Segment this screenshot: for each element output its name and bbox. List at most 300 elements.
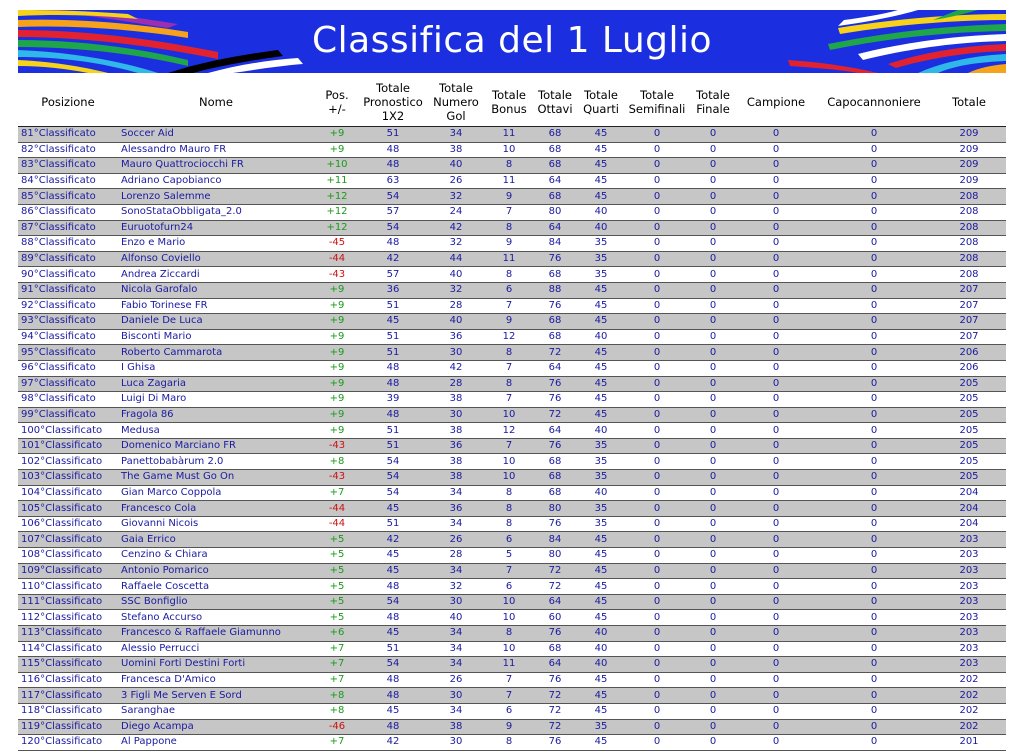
cell-numero-gol: 38 <box>426 454 486 470</box>
cell-quarti: 45 <box>578 189 624 205</box>
cell-pos-change: +7 <box>314 735 360 751</box>
cell-capocannoniere: 0 <box>816 127 932 143</box>
cell-numero-gol: 26 <box>426 173 486 189</box>
cell-quarti: 45 <box>578 688 624 704</box>
cell-capocannoniere: 0 <box>816 719 932 735</box>
cell-campione: 0 <box>736 345 816 361</box>
cell-quarti: 40 <box>578 657 624 673</box>
cell-totale: 208 <box>932 204 1006 220</box>
cell-totale: 209 <box>932 173 1006 189</box>
cell-bonus: 12 <box>486 329 532 345</box>
cell-capocannoniere: 0 <box>816 158 932 174</box>
cell-name: Francesco & Raffaele Giamunno <box>118 626 314 642</box>
cell-semifinali: 0 <box>624 376 690 392</box>
cell-name: Luigi Di Maro <box>118 392 314 408</box>
cell-semifinali: 0 <box>624 438 690 454</box>
cell-finale: 0 <box>690 173 736 189</box>
cell-name: Andrea Ziccardi <box>118 267 314 283</box>
cell-pos-change: +7 <box>314 485 360 501</box>
cell-pronostico: 48 <box>360 376 426 392</box>
cell-totale: 205 <box>932 392 1006 408</box>
cell-pos-change: -44 <box>314 516 360 532</box>
cell-pronostico: 48 <box>360 158 426 174</box>
cell-numero-gol: 38 <box>426 470 486 486</box>
cell-semifinali: 0 <box>624 641 690 657</box>
cell-position: 88°Classificato <box>18 236 118 252</box>
cell-semifinali: 0 <box>624 158 690 174</box>
cell-capocannoniere: 0 <box>816 376 932 392</box>
cell-position: 97°Classificato <box>18 376 118 392</box>
cell-campione: 0 <box>736 470 816 486</box>
cell-bonus: 11 <box>486 657 532 673</box>
cell-bonus: 8 <box>486 267 532 283</box>
cell-finale: 0 <box>690 329 736 345</box>
cell-finale: 0 <box>690 470 736 486</box>
cell-semifinali: 0 <box>624 204 690 220</box>
cell-pos-change: +9 <box>314 423 360 439</box>
cell-numero-gol: 36 <box>426 438 486 454</box>
cell-ottavi: 72 <box>532 719 578 735</box>
cell-quarti: 35 <box>578 438 624 454</box>
cell-finale: 0 <box>690 392 736 408</box>
table-row <box>18 719 1006 735</box>
cell-ottavi: 64 <box>532 657 578 673</box>
cell-position: 113°Classificato <box>18 626 118 642</box>
cell-quarti: 45 <box>578 345 624 361</box>
cell-pos-change: +8 <box>314 454 360 470</box>
cell-numero-gol: 40 <box>426 314 486 330</box>
cell-name: Al Pappone <box>118 735 314 751</box>
cell-pronostico: 57 <box>360 204 426 220</box>
cell-semifinali: 0 <box>624 735 690 751</box>
cell-bonus: 11 <box>486 173 532 189</box>
cell-semifinali: 0 <box>624 703 690 719</box>
cell-pronostico: 48 <box>360 719 426 735</box>
cell-semifinali: 0 <box>624 454 690 470</box>
cell-pos-change: -45 <box>314 236 360 252</box>
cell-position: 106°Classificato <box>18 516 118 532</box>
cell-name: Alessandro Mauro FR <box>118 142 314 158</box>
cell-ottavi: 76 <box>532 376 578 392</box>
cell-campione: 0 <box>736 672 816 688</box>
cell-totale: 207 <box>932 314 1006 330</box>
cell-capocannoniere: 0 <box>816 563 932 579</box>
cell-numero-gol: 26 <box>426 672 486 688</box>
cell-semifinali: 0 <box>624 142 690 158</box>
cell-quarti: 40 <box>578 329 624 345</box>
cell-totale: 207 <box>932 282 1006 298</box>
cell-quarti: 35 <box>578 470 624 486</box>
cell-pos-change: +12 <box>314 204 360 220</box>
cell-finale: 0 <box>690 142 736 158</box>
cell-totale: 203 <box>932 548 1006 564</box>
cell-position: 91°Classificato <box>18 282 118 298</box>
cell-campione: 0 <box>736 423 816 439</box>
cell-numero-gol: 30 <box>426 688 486 704</box>
cell-finale: 0 <box>690 485 736 501</box>
cell-ottavi: 68 <box>532 158 578 174</box>
cell-semifinali: 0 <box>624 236 690 252</box>
cell-ottavi: 84 <box>532 532 578 548</box>
cell-name: Enzo e Mario <box>118 236 314 252</box>
header-nome: Nome <box>118 78 314 127</box>
table-row <box>18 298 1006 314</box>
cell-semifinali: 0 <box>624 719 690 735</box>
cell-finale: 0 <box>690 314 736 330</box>
cell-pos-change: +8 <box>314 688 360 704</box>
cell-ottavi: 68 <box>532 142 578 158</box>
cell-finale: 0 <box>690 376 736 392</box>
cell-campione: 0 <box>736 142 816 158</box>
cell-pos-change: +9 <box>314 376 360 392</box>
cell-numero-gol: 40 <box>426 158 486 174</box>
cell-numero-gol: 42 <box>426 360 486 376</box>
cell-name: Nicola Garofalo <box>118 282 314 298</box>
cell-pronostico: 54 <box>360 657 426 673</box>
cell-ottavi: 72 <box>532 688 578 704</box>
cell-numero-gol: 38 <box>426 423 486 439</box>
cell-position: 103°Classificato <box>18 470 118 486</box>
header-posizione: Posizione <box>18 78 118 127</box>
cell-position: 105°Classificato <box>18 501 118 517</box>
cell-campione: 0 <box>736 641 816 657</box>
cell-semifinali: 0 <box>624 314 690 330</box>
cell-finale: 0 <box>690 251 736 267</box>
table-row <box>18 204 1006 220</box>
cell-position: 99°Classificato <box>18 407 118 423</box>
cell-campione: 0 <box>736 688 816 704</box>
cell-name: Panettobabàrum 2.0 <box>118 454 314 470</box>
cell-totale: 203 <box>932 532 1006 548</box>
cell-finale: 0 <box>690 236 736 252</box>
cell-semifinali: 0 <box>624 392 690 408</box>
table-row <box>18 376 1006 392</box>
cell-pos-change: -43 <box>314 470 360 486</box>
cell-name: The Game Must Go On <box>118 470 314 486</box>
cell-pronostico: 45 <box>360 703 426 719</box>
cell-quarti: 45 <box>578 376 624 392</box>
cell-quarti: 45 <box>578 579 624 595</box>
cell-name: Francesco Cola <box>118 501 314 517</box>
cell-capocannoniere: 0 <box>816 610 932 626</box>
cell-capocannoniere: 0 <box>816 329 932 345</box>
cell-numero-gol: 34 <box>426 127 486 143</box>
table-row <box>18 314 1006 330</box>
cell-bonus: 11 <box>486 127 532 143</box>
cell-semifinali: 0 <box>624 548 690 564</box>
cell-position: 96°Classificato <box>18 360 118 376</box>
cell-pos-change: -43 <box>314 438 360 454</box>
cell-name: Bisconti Mario <box>118 329 314 345</box>
cell-quarti: 45 <box>578 407 624 423</box>
cell-capocannoniere: 0 <box>816 189 932 205</box>
cell-bonus: 9 <box>486 236 532 252</box>
cell-totale: 209 <box>932 142 1006 158</box>
cell-numero-gol: 30 <box>426 735 486 751</box>
cell-name: Giovanni Nicois <box>118 516 314 532</box>
cell-totale: 203 <box>932 626 1006 642</box>
cell-semifinali: 0 <box>624 189 690 205</box>
cell-quarti: 45 <box>578 127 624 143</box>
cell-pronostico: 51 <box>360 329 426 345</box>
cell-pronostico: 48 <box>360 610 426 626</box>
cell-position: 95°Classificato <box>18 345 118 361</box>
cell-ottavi: 68 <box>532 454 578 470</box>
cell-position: 81°Classificato <box>18 127 118 143</box>
cell-finale: 0 <box>690 548 736 564</box>
cell-finale: 0 <box>690 360 736 376</box>
cell-pos-change: +9 <box>314 407 360 423</box>
cell-totale: 208 <box>932 267 1006 283</box>
cell-bonus: 9 <box>486 719 532 735</box>
table-row <box>18 423 1006 439</box>
cell-campione: 0 <box>736 501 816 517</box>
cell-bonus: 8 <box>486 376 532 392</box>
cell-totale: 203 <box>932 641 1006 657</box>
cell-position: 108°Classificato <box>18 548 118 564</box>
cell-pos-change: +5 <box>314 563 360 579</box>
cell-pronostico: 48 <box>360 236 426 252</box>
cell-totale: 205 <box>932 438 1006 454</box>
cell-numero-gol: 38 <box>426 719 486 735</box>
header-quarti: Totale Quarti <box>578 78 624 127</box>
cell-ottavi: 72 <box>532 563 578 579</box>
cell-position: 89°Classificato <box>18 251 118 267</box>
cell-pronostico: 51 <box>360 127 426 143</box>
header-capocannoniere: Capocannoniere <box>816 78 932 127</box>
header-finale: Totale Finale <box>690 78 736 127</box>
cell-pos-change: +5 <box>314 594 360 610</box>
cell-semifinali: 0 <box>624 298 690 314</box>
cell-bonus: 10 <box>486 142 532 158</box>
cell-totale: 206 <box>932 345 1006 361</box>
cell-campione: 0 <box>736 173 816 189</box>
cell-totale: 202 <box>932 688 1006 704</box>
table-row <box>18 516 1006 532</box>
cell-ottavi: 76 <box>532 516 578 532</box>
table-row <box>18 610 1006 626</box>
cell-numero-gol: 42 <box>426 220 486 236</box>
cell-campione: 0 <box>736 407 816 423</box>
cell-pos-change: +9 <box>314 127 360 143</box>
cell-quarti: 45 <box>578 158 624 174</box>
cell-capocannoniere: 0 <box>816 267 932 283</box>
cell-numero-gol: 36 <box>426 501 486 517</box>
table-row <box>18 579 1006 595</box>
cell-numero-gol: 44 <box>426 251 486 267</box>
cell-pos-change: +7 <box>314 672 360 688</box>
header-ottavi: Totale Ottavi <box>532 78 578 127</box>
cell-campione: 0 <box>736 532 816 548</box>
cell-position: 102°Classificato <box>18 454 118 470</box>
cell-totale: 207 <box>932 298 1006 314</box>
cell-campione: 0 <box>736 127 816 143</box>
cell-semifinali: 0 <box>624 501 690 517</box>
cell-campione: 0 <box>736 703 816 719</box>
cell-numero-gol: 38 <box>426 142 486 158</box>
cell-pronostico: 51 <box>360 298 426 314</box>
cell-ottavi: 84 <box>532 236 578 252</box>
header-bonus: Totale Bonus <box>486 78 532 127</box>
cell-name: Stefano Accurso <box>118 610 314 626</box>
cell-name: Fragola 86 <box>118 407 314 423</box>
cell-totale: 202 <box>932 703 1006 719</box>
table-row <box>18 485 1006 501</box>
cell-pronostico: 63 <box>360 173 426 189</box>
cell-numero-gol: 34 <box>426 657 486 673</box>
table-row <box>18 657 1006 673</box>
cell-campione: 0 <box>736 657 816 673</box>
cell-name: Gaia Errico <box>118 532 314 548</box>
cell-semifinali: 0 <box>624 282 690 298</box>
cell-semifinali: 0 <box>624 610 690 626</box>
cell-campione: 0 <box>736 267 816 283</box>
cell-semifinali: 0 <box>624 173 690 189</box>
table-row <box>18 672 1006 688</box>
cell-semifinali: 0 <box>624 345 690 361</box>
cell-totale: 208 <box>932 251 1006 267</box>
cell-ottavi: 68 <box>532 485 578 501</box>
cell-name: Mauro Quattrociocchi FR <box>118 158 314 174</box>
cell-semifinali: 0 <box>624 127 690 143</box>
cell-ottavi: 76 <box>532 438 578 454</box>
cell-capocannoniere: 0 <box>816 672 932 688</box>
cell-name: Alfonso Coviello <box>118 251 314 267</box>
cell-campione: 0 <box>736 548 816 564</box>
cell-semifinali: 0 <box>624 594 690 610</box>
cell-ottavi: 80 <box>532 204 578 220</box>
cell-totale: 202 <box>932 719 1006 735</box>
cell-pronostico: 48 <box>360 360 426 376</box>
cell-finale: 0 <box>690 735 736 751</box>
cell-pronostico: 42 <box>360 735 426 751</box>
cell-numero-gol: 32 <box>426 579 486 595</box>
cell-quarti: 45 <box>578 672 624 688</box>
cell-semifinali: 0 <box>624 267 690 283</box>
ranking-table <box>18 78 1006 751</box>
cell-numero-gol: 40 <box>426 267 486 283</box>
cell-pos-change: +9 <box>314 298 360 314</box>
cell-pronostico: 45 <box>360 548 426 564</box>
cell-position: 110°Classificato <box>18 579 118 595</box>
table-row <box>18 267 1006 283</box>
cell-finale: 0 <box>690 719 736 735</box>
cell-position: 116°Classificato <box>18 672 118 688</box>
cell-name: SonoStataObbligata_2.0 <box>118 204 314 220</box>
table-row <box>18 345 1006 361</box>
cell-quarti: 35 <box>578 501 624 517</box>
cell-bonus: 10 <box>486 610 532 626</box>
cell-bonus: 8 <box>486 220 532 236</box>
cell-pos-change: +11 <box>314 173 360 189</box>
title-banner <box>18 10 1006 73</box>
cell-pronostico: 54 <box>360 470 426 486</box>
cell-pronostico: 45 <box>360 314 426 330</box>
cell-ottavi: 60 <box>532 610 578 626</box>
cell-capocannoniere: 0 <box>816 251 932 267</box>
cell-ottavi: 64 <box>532 423 578 439</box>
cell-finale: 0 <box>690 407 736 423</box>
cell-ottavi: 76 <box>532 626 578 642</box>
cell-semifinali: 0 <box>624 563 690 579</box>
cell-bonus: 10 <box>486 594 532 610</box>
cell-capocannoniere: 0 <box>816 703 932 719</box>
cell-totale: 207 <box>932 329 1006 345</box>
cell-name: Cenzino & Chiara <box>118 548 314 564</box>
cell-campione: 0 <box>736 626 816 642</box>
cell-campione: 0 <box>736 360 816 376</box>
cell-bonus: 11 <box>486 251 532 267</box>
cell-semifinali: 0 <box>624 516 690 532</box>
cell-pronostico: 51 <box>360 438 426 454</box>
cell-bonus: 10 <box>486 470 532 486</box>
cell-capocannoniere: 0 <box>816 688 932 704</box>
cell-ottavi: 76 <box>532 251 578 267</box>
cell-ottavi: 72 <box>532 407 578 423</box>
cell-bonus: 7 <box>486 392 532 408</box>
cell-totale: 208 <box>932 220 1006 236</box>
cell-bonus: 7 <box>486 563 532 579</box>
cell-totale: 203 <box>932 563 1006 579</box>
cell-bonus: 9 <box>486 314 532 330</box>
cell-name: Gian Marco Coppola <box>118 485 314 501</box>
cell-finale: 0 <box>690 454 736 470</box>
cell-capocannoniere: 0 <box>816 204 932 220</box>
cell-numero-gol: 28 <box>426 548 486 564</box>
cell-name: Adriano Capobianco <box>118 173 314 189</box>
cell-quarti: 45 <box>578 173 624 189</box>
cell-bonus: 9 <box>486 189 532 205</box>
cell-capocannoniere: 0 <box>816 501 932 517</box>
table-row <box>18 454 1006 470</box>
cell-position: 111°Classificato <box>18 594 118 610</box>
cell-pos-change: +5 <box>314 532 360 548</box>
cell-finale: 0 <box>690 438 736 454</box>
cell-pos-change: -46 <box>314 719 360 735</box>
cell-semifinali: 0 <box>624 329 690 345</box>
cell-name: SSC Bonfiglio <box>118 594 314 610</box>
cell-pronostico: 45 <box>360 626 426 642</box>
table-row <box>18 392 1006 408</box>
cell-name: Euruotofurn24 <box>118 220 314 236</box>
cell-position: 84°Classificato <box>18 173 118 189</box>
cell-bonus: 10 <box>486 407 532 423</box>
cell-campione: 0 <box>736 158 816 174</box>
cell-ottavi: 80 <box>532 501 578 517</box>
cell-pos-change: +9 <box>314 345 360 361</box>
cell-position: 100°Classificato <box>18 423 118 439</box>
table-row <box>18 142 1006 158</box>
cell-bonus: 7 <box>486 204 532 220</box>
cell-campione: 0 <box>736 298 816 314</box>
cell-ottavi: 68 <box>532 314 578 330</box>
cell-ottavi: 64 <box>532 360 578 376</box>
cell-bonus: 8 <box>486 516 532 532</box>
cell-ottavi: 72 <box>532 579 578 595</box>
cell-capocannoniere: 0 <box>816 236 932 252</box>
cell-capocannoniere: 0 <box>816 454 932 470</box>
cell-pos-change: +9 <box>314 360 360 376</box>
cell-totale: 206 <box>932 360 1006 376</box>
cell-pronostico: 54 <box>360 485 426 501</box>
cell-totale: 203 <box>932 610 1006 626</box>
cell-capocannoniere: 0 <box>816 579 932 595</box>
cell-pronostico: 48 <box>360 407 426 423</box>
cell-semifinali: 0 <box>624 470 690 486</box>
cell-bonus: 6 <box>486 282 532 298</box>
cell-pos-change: -44 <box>314 501 360 517</box>
cell-numero-gol: 34 <box>426 626 486 642</box>
